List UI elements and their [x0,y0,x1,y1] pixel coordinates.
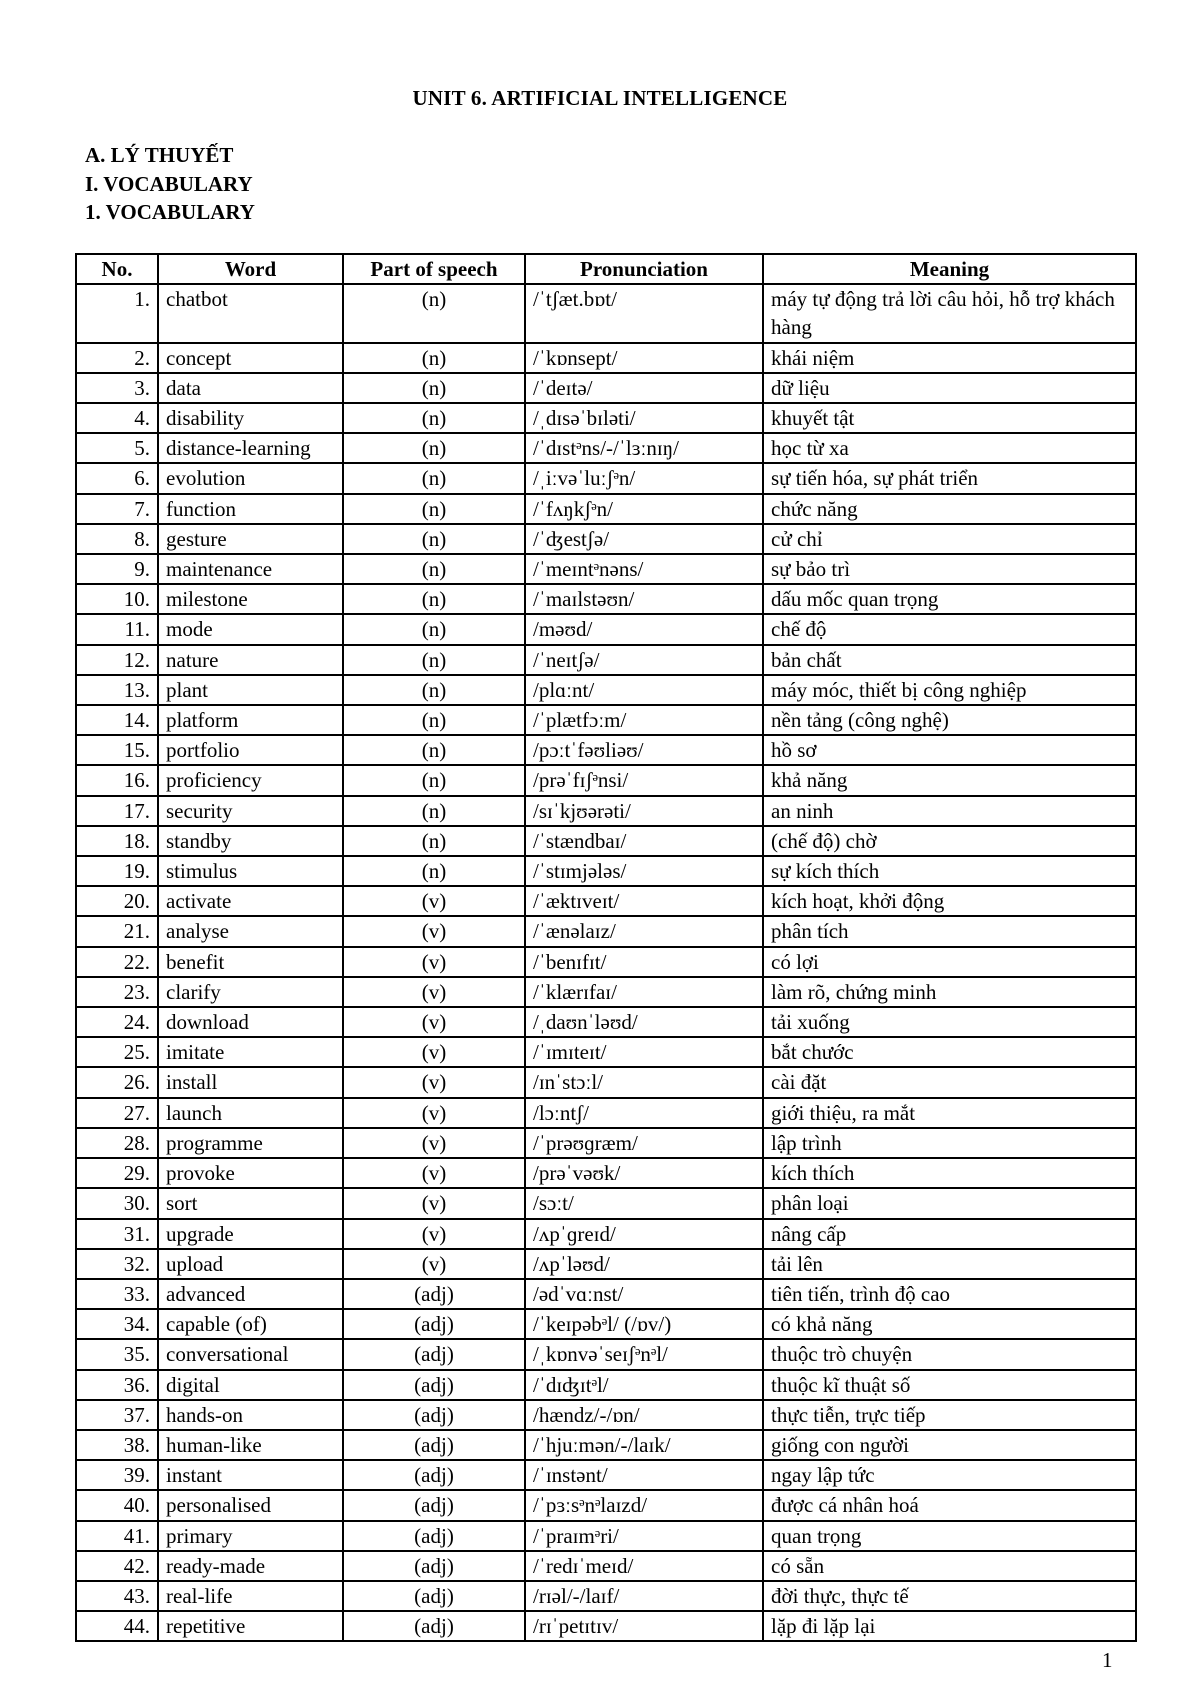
cell-meaning: kích thích [763,1158,1136,1188]
table-row [76,1279,1136,1309]
cell-pronunciation: /ˈplætfɔːm/ [525,705,763,735]
vocabulary-table [75,253,1137,1642]
table-row [76,796,1136,826]
cell-part-of-speech: (n) [343,373,525,403]
table-row [76,494,1136,524]
cell-meaning: có lợi [763,947,1136,977]
cell-word: upgrade [158,1219,343,1249]
cell-word: proficiency [158,765,343,795]
cell-meaning: làm rõ, chứng minh [763,977,1136,1007]
cell-part-of-speech: (v) [343,1128,525,1158]
heading-vocabulary-list: 1. VOCABULARY [85,200,255,224]
table-row [76,1309,1136,1339]
cell-word: mode [158,614,343,644]
cell-part-of-speech: (n) [343,463,525,493]
cell-no: 25. [76,1037,158,1067]
cell-meaning: lặp đi lặp lại [763,1611,1136,1641]
table-row [76,675,1136,705]
cell-pronunciation: /ˈɪnstənt/ [525,1460,763,1490]
cell-meaning: dữ liệu [763,373,1136,403]
heading-vocabulary: I. VOCABULARY [85,171,253,196]
cell-word: disability [158,403,343,433]
cell-pronunciation: /ˈæktɪveɪt/ [525,886,763,916]
cell-meaning: giống con người [763,1430,1136,1460]
cell-meaning: máy móc, thiết bị công nghiệp [763,675,1136,705]
cell-part-of-speech: (adj) [343,1430,525,1460]
cell-meaning: sự tiến hóa, sự phát triển [763,463,1136,493]
cell-word: platform [158,705,343,735]
cell-pronunciation: /ˈhjuːmən/-/laɪk/ [525,1430,763,1460]
table-row [76,856,1136,886]
table-row [76,645,1136,675]
cell-word: personalised [158,1490,343,1520]
cell-pronunciation: /ˈbenɪfɪt/ [525,947,763,977]
cell-part-of-speech: (v) [343,1249,525,1279]
cell-meaning: phân loại [763,1188,1136,1218]
cell-part-of-speech: (n) [343,343,525,373]
cell-no: 19. [76,856,158,886]
cell-word: clarify [158,977,343,1007]
cell-word: stimulus [158,856,343,886]
cell-meaning: tải lên [763,1249,1136,1279]
cell-meaning: thực tiễn, trực tiếp [763,1400,1136,1430]
table-row [76,1551,1136,1581]
cell-part-of-speech: (n) [343,856,525,886]
cell-pronunciation: /ˈfʌŋkʃᵊn/ [525,494,763,524]
cell-no: 35. [76,1339,158,1369]
cell-word: activate [158,886,343,916]
cell-part-of-speech: (n) [343,584,525,614]
cell-word: concept [158,343,343,373]
cell-no: 38. [76,1430,158,1460]
cell-part-of-speech: (adj) [343,1521,525,1551]
table-row [76,765,1136,795]
table-row [76,886,1136,916]
cell-pronunciation: /sɪˈkjʊərəti/ [525,796,763,826]
cell-pronunciation: /ʌpˈləʊd/ [525,1249,763,1279]
cell-pronunciation: /ˈænəlaɪz/ [525,916,763,946]
cell-pronunciation: /ˌdɪsəˈbɪləti/ [525,403,763,433]
cell-meaning: được cá nhân hoá [763,1490,1136,1520]
cell-word: programme [158,1128,343,1158]
table-row [76,1521,1136,1551]
cell-word: upload [158,1249,343,1279]
cell-part-of-speech: (n) [343,705,525,735]
table-row [76,1037,1136,1067]
cell-no: 41. [76,1521,158,1551]
cell-pronunciation: /sɔːt/ [525,1188,763,1218]
cell-word: benefit [158,947,343,977]
header-pronunciation: Pronunciation [525,254,763,284]
cell-word: download [158,1007,343,1037]
table-row [76,947,1136,977]
cell-meaning: chế độ [763,614,1136,644]
header-part-of-speech: Part of speech [343,254,525,284]
cell-word: analyse [158,916,343,946]
table-body [76,284,1136,1641]
cell-meaning: lập trình [763,1128,1136,1158]
cell-no: 3. [76,373,158,403]
cell-pronunciation: /ˈstændbaɪ/ [525,826,763,856]
cell-word: function [158,494,343,524]
cell-pronunciation: /pɔːtˈfəʊliəʊ/ [525,735,763,765]
cell-word: portfolio [158,735,343,765]
cell-part-of-speech: (n) [343,284,525,342]
cell-meaning: khả năng [763,765,1136,795]
cell-no: 30. [76,1188,158,1218]
cell-pronunciation: /ˈklærɪfaɪ/ [525,977,763,1007]
cell-part-of-speech: (n) [343,735,525,765]
table-row [76,433,1136,463]
cell-no: 22. [76,947,158,977]
cell-word: nature [158,645,343,675]
cell-no: 42. [76,1551,158,1581]
cell-pronunciation: /ˈdɪʤɪtᵊl/ [525,1370,763,1400]
cell-pronunciation: /ʌpˈɡreɪd/ [525,1219,763,1249]
cell-no: 29. [76,1158,158,1188]
cell-pronunciation: /ˈʤestʃə/ [525,524,763,554]
cell-pronunciation: /prəˈfɪʃᵊnsi/ [525,765,763,795]
table-row [76,614,1136,644]
cell-part-of-speech: (adj) [343,1279,525,1309]
cell-part-of-speech: (v) [343,1067,525,1097]
cell-part-of-speech: (adj) [343,1370,525,1400]
cell-meaning: quan trọng [763,1521,1136,1551]
cell-meaning: hồ sơ [763,735,1136,765]
cell-part-of-speech: (v) [343,1219,525,1249]
table-row [76,343,1136,373]
cell-no: 4. [76,403,158,433]
table-row [76,1611,1136,1641]
cell-pronunciation: /ˈdɪstᵊns/-/ˈlɜːnɪŋ/ [525,433,763,463]
cell-no: 16. [76,765,158,795]
cell-meaning: dấu mốc quan trọng [763,584,1136,614]
cell-no: 32. [76,1249,158,1279]
table-row [76,463,1136,493]
table-row [76,1128,1136,1158]
cell-pronunciation: /ˈmaɪlstəʊn/ [525,584,763,614]
cell-word: human-like [158,1430,343,1460]
cell-meaning: có khả năng [763,1309,1136,1339]
cell-pronunciation: /plɑːnt/ [525,675,763,705]
cell-part-of-speech: (adj) [343,1551,525,1581]
header-word: Word [158,254,343,284]
cell-no: 36. [76,1370,158,1400]
cell-word: sort [158,1188,343,1218]
cell-no: 17. [76,796,158,826]
cell-no: 2. [76,343,158,373]
cell-pronunciation: /ˈɪmɪteɪt/ [525,1037,763,1067]
table-row [76,735,1136,765]
cell-no: 10. [76,584,158,614]
cell-no: 7. [76,494,158,524]
cell-word: gesture [158,524,343,554]
table-row [76,403,1136,433]
cell-meaning: đời thực, thực tế [763,1581,1136,1611]
table-row [76,284,1136,342]
table-row [76,1158,1136,1188]
cell-pronunciation: /ˈkɒnsept/ [525,343,763,373]
page-title: UNIT 6. ARTIFICIAL INTELLIGENCE [412,86,788,110]
cell-meaning: bản chất [763,645,1136,675]
cell-part-of-speech: (n) [343,826,525,856]
cell-pronunciation: /ˌdaʊnˈləʊd/ [525,1007,763,1037]
cell-part-of-speech: (v) [343,977,525,1007]
cell-meaning: cài đặt [763,1067,1136,1097]
cell-meaning: tiên tiến, trình độ cao [763,1279,1136,1309]
cell-part-of-speech: (adj) [343,1339,525,1369]
cell-part-of-speech: (n) [343,675,525,705]
cell-meaning: máy tự động trả lời câu hỏi, hỗ trợ khách hàng [763,284,1136,342]
cell-no: 11. [76,614,158,644]
cell-part-of-speech: (adj) [343,1460,525,1490]
page-number: 1 [1102,1648,1113,1672]
cell-part-of-speech: (adj) [343,1309,525,1339]
cell-pronunciation: /ɪnˈstɔːl/ [525,1067,763,1097]
cell-meaning: khuyết tật [763,403,1136,433]
cell-meaning: thuộc trò chuyện [763,1339,1136,1369]
table-row [76,1219,1136,1249]
cell-no: 15. [76,735,158,765]
cell-pronunciation: /ˈredɪˈmeɪd/ [525,1551,763,1581]
cell-part-of-speech: (v) [343,886,525,916]
cell-no: 23. [76,977,158,1007]
cell-meaning: sự bảo trì [763,554,1136,584]
table-row [76,1430,1136,1460]
cell-part-of-speech: (n) [343,403,525,433]
cell-pronunciation: /ˈdeɪtə/ [525,373,763,403]
table-row [76,1400,1136,1430]
cell-part-of-speech: (adj) [343,1490,525,1520]
cell-no: 31. [76,1219,158,1249]
cell-pronunciation: /ˈneɪtʃə/ [525,645,763,675]
cell-word: imitate [158,1037,343,1067]
cell-no: 34. [76,1309,158,1339]
cell-part-of-speech: (v) [343,947,525,977]
cell-pronunciation: /ˌiːvəˈluːʃᵊn/ [525,463,763,493]
cell-meaning: cử chỉ [763,524,1136,554]
table-row [76,705,1136,735]
cell-part-of-speech: (adj) [343,1611,525,1641]
cell-no: 43. [76,1581,158,1611]
table-row [76,826,1136,856]
table-row [76,1460,1136,1490]
cell-part-of-speech: (v) [343,916,525,946]
cell-word: capable (of) [158,1309,343,1339]
cell-part-of-speech: (v) [343,1098,525,1128]
table-row [76,1581,1136,1611]
table-row [76,1490,1136,1520]
cell-no: 12. [76,645,158,675]
cell-meaning: nền tảng (công nghệ) [763,705,1136,735]
cell-pronunciation: /ˌkɒnvəˈseɪʃᵊnᵊl/ [525,1339,763,1369]
table-row [76,1067,1136,1097]
table-row [76,1370,1136,1400]
heading-theory: A. LÝ THUYẾT [85,143,234,167]
cell-pronunciation: /ˈpɜːsᵊnᵊlaɪzd/ [525,1490,763,1520]
cell-pronunciation: /ˈkeɪpəbᵊl/ (/ɒv/) [525,1309,763,1339]
cell-no: 44. [76,1611,158,1641]
cell-pronunciation: /hændz/-/ɒn/ [525,1400,763,1430]
cell-part-of-speech: (v) [343,1037,525,1067]
section-headings [85,141,255,227]
cell-no: 28. [76,1128,158,1158]
cell-no: 13. [76,675,158,705]
cell-word: hands-on [158,1400,343,1430]
cell-pronunciation: /lɔːntʃ/ [525,1098,763,1128]
cell-no: 1. [76,284,158,342]
cell-meaning: kích hoạt, khởi động [763,886,1136,916]
table-row [76,524,1136,554]
cell-word: primary [158,1521,343,1551]
cell-part-of-speech: (n) [343,645,525,675]
cell-pronunciation: /prəˈvəʊk/ [525,1158,763,1188]
cell-meaning: bắt chước [763,1037,1136,1067]
cell-no: 33. [76,1279,158,1309]
cell-pronunciation: /rɪəl/-/laɪf/ [525,1581,763,1611]
cell-word: provoke [158,1158,343,1188]
cell-word: evolution [158,463,343,493]
cell-word: repetitive [158,1611,343,1641]
cell-meaning: an ninh [763,796,1136,826]
cell-meaning: (chế độ) chờ [763,826,1136,856]
cell-no: 9. [76,554,158,584]
cell-no: 40. [76,1490,158,1520]
cell-word: distance-learning [158,433,343,463]
table-row [76,554,1136,584]
cell-no: 6. [76,463,158,493]
cell-meaning: giới thiệu, ra mắt [763,1098,1136,1128]
cell-part-of-speech: (adj) [343,1581,525,1611]
cell-word: plant [158,675,343,705]
cell-word: security [158,796,343,826]
cell-pronunciation: /rɪˈpetɪtɪv/ [525,1611,763,1641]
cell-meaning: học từ xa [763,433,1136,463]
table-row [76,1339,1136,1369]
cell-word: conversational [158,1339,343,1369]
cell-part-of-speech: (adj) [343,1400,525,1430]
cell-meaning: tải xuống [763,1007,1136,1037]
table-header-row [76,254,1136,284]
cell-no: 26. [76,1067,158,1097]
cell-word: digital [158,1370,343,1400]
cell-part-of-speech: (v) [343,1158,525,1188]
cell-word: launch [158,1098,343,1128]
cell-pronunciation: /ˈprəʊɡræm/ [525,1128,763,1158]
table-row [76,916,1136,946]
cell-no: 20. [76,886,158,916]
table-row [76,373,1136,403]
table-row [76,1098,1136,1128]
cell-word: maintenance [158,554,343,584]
cell-meaning: thuộc kĩ thuật số [763,1370,1136,1400]
cell-no: 24. [76,1007,158,1037]
cell-pronunciation: /ˈpraɪmᵊri/ [525,1521,763,1551]
cell-no: 39. [76,1460,158,1490]
cell-no: 5. [76,433,158,463]
table-row [76,977,1136,1007]
cell-meaning: nâng cấp [763,1219,1136,1249]
cell-word: data [158,373,343,403]
cell-part-of-speech: (n) [343,765,525,795]
header-meaning: Meaning [763,254,1136,284]
cell-word: standby [158,826,343,856]
header-no: No. [76,254,158,284]
cell-part-of-speech: (n) [343,554,525,584]
cell-part-of-speech: (n) [343,524,525,554]
cell-pronunciation: /ˈmeɪntᵊnəns/ [525,554,763,584]
cell-meaning: có sẵn [763,1551,1136,1581]
cell-word: chatbot [158,284,343,342]
cell-word: install [158,1067,343,1097]
cell-pronunciation: /ˈstɪmjələs/ [525,856,763,886]
cell-meaning: chức năng [763,494,1136,524]
cell-part-of-speech: (n) [343,494,525,524]
cell-part-of-speech: (n) [343,433,525,463]
cell-no: 14. [76,705,158,735]
cell-pronunciation: /ədˈvɑːnst/ [525,1279,763,1309]
cell-meaning: ngay lập tức [763,1460,1136,1490]
cell-no: 37. [76,1400,158,1430]
cell-part-of-speech: (v) [343,1188,525,1218]
cell-pronunciation: /məʊd/ [525,614,763,644]
cell-pronunciation: /ˈtʃæt.bɒt/ [525,284,763,342]
cell-no: 21. [76,916,158,946]
table-row [76,584,1136,614]
cell-no: 27. [76,1098,158,1128]
cell-word: instant [158,1460,343,1490]
cell-word: milestone [158,584,343,614]
cell-meaning: phân tích [763,916,1136,946]
cell-meaning: sự kích thích [763,856,1136,886]
cell-no: 18. [76,826,158,856]
cell-word: advanced [158,1279,343,1309]
table-row [76,1007,1136,1037]
cell-word: real-life [158,1581,343,1611]
cell-part-of-speech: (n) [343,796,525,826]
cell-part-of-speech: (n) [343,614,525,644]
cell-meaning: khái niệm [763,343,1136,373]
table-row [76,1188,1136,1218]
cell-no: 8. [76,524,158,554]
cell-word: ready-made [158,1551,343,1581]
cell-part-of-speech: (v) [343,1007,525,1037]
table-row [76,1249,1136,1279]
